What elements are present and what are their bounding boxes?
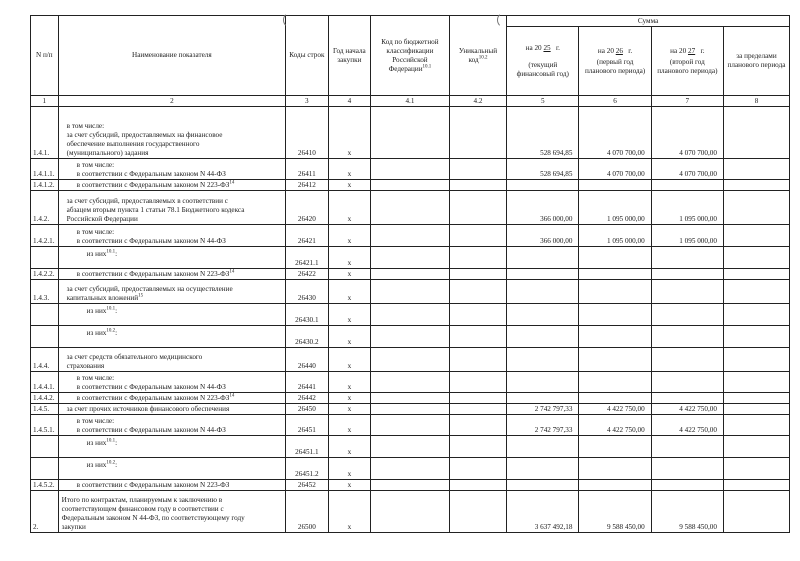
table-row — [31, 159, 790, 180]
row-kbk — [371, 458, 450, 480]
row-number: 1.4.4.2. — [31, 393, 59, 404]
row-uid — [449, 159, 506, 180]
row-sum-year1 — [507, 393, 579, 404]
row-kbk — [371, 107, 450, 159]
table-row — [31, 415, 790, 436]
row-code: 26422 — [286, 269, 329, 280]
header-codes: Коды строк — [286, 16, 329, 96]
row-name-line: Итого по контрактам, планируемым к заключению в — [61, 496, 223, 504]
row-kbk — [371, 372, 450, 393]
row-kbk — [371, 480, 450, 491]
row-sum-year2 — [579, 280, 651, 304]
row-name-line: в соответствии с Федеральным законом N 223-ФЗ — [76, 181, 230, 189]
row-name — [58, 372, 285, 393]
row-name — [58, 107, 285, 159]
row-sum-year2: 9 588 450,00 — [579, 491, 651, 533]
row-uid — [449, 372, 506, 393]
row-code: 26411 — [286, 159, 329, 180]
row-uid — [449, 180, 506, 191]
row-year-mark: x — [328, 107, 371, 159]
row-kbk — [371, 393, 450, 404]
row-name — [58, 225, 285, 247]
row-uid — [449, 393, 506, 404]
row-sum-beyond — [723, 304, 789, 326]
row-number: 2. — [31, 491, 59, 533]
row-code: 26450 — [286, 404, 329, 415]
table-row — [31, 280, 790, 304]
row-name: из них$^{10.1}$: — [58, 304, 285, 326]
row-sum-year2: 1 095 000,00 — [579, 191, 651, 225]
row-year-mark: x — [328, 491, 371, 533]
row-uid — [449, 404, 506, 415]
table-row — [31, 191, 790, 225]
row-code: 26420 — [286, 191, 329, 225]
header-year: Год начала закупки — [328, 16, 371, 96]
row-name-line: за счет средств обязательного медицинского — [66, 353, 203, 361]
row-kbk — [371, 304, 450, 326]
row-sum-year2 — [579, 393, 651, 404]
row-kbk — [371, 280, 450, 304]
row-year-mark: x — [328, 404, 371, 415]
row-name-line: в том числе: — [76, 228, 115, 236]
colnum-cell: 1 — [31, 96, 59, 107]
colnum-cell: 5 — [507, 96, 579, 107]
row-sum-year2 — [579, 247, 651, 269]
row-sum-beyond — [723, 269, 789, 280]
row-sum-year3 — [651, 436, 723, 458]
colnum-cell: 4.2 — [449, 96, 506, 107]
row-year-mark: x — [328, 458, 371, 480]
row-name-line: из них — [86, 307, 107, 315]
table-row — [31, 393, 790, 404]
table-row — [31, 458, 790, 480]
row-sum-year1: 366 000,00 — [507, 225, 579, 247]
row-sum-beyond — [723, 436, 789, 458]
row-kbk — [371, 436, 450, 458]
row-number: 1.4.1. — [31, 107, 59, 159]
table-row — [31, 304, 790, 326]
row-sum-year2 — [579, 436, 651, 458]
row-name-line: обеспечение выполнения государственного — [66, 140, 200, 148]
table-row — [31, 107, 790, 159]
row-year-mark: x — [328, 269, 371, 280]
row-sum-year3 — [651, 247, 723, 269]
row-sum-year1: 2 742 797,33 — [507, 404, 579, 415]
row-name-line: в том числе: — [76, 417, 115, 425]
row-name-line: Российской Федерации — [66, 215, 138, 223]
row-code: 26421 — [286, 225, 329, 247]
row-name-line: в соответствии с Федеральным законом N 223-ФЗ — [76, 270, 230, 278]
plan-table — [30, 15, 790, 533]
row-name-line: в соответствии с Федеральным законом N 44-ФЗ — [76, 237, 226, 245]
row-name: в соответствии с Федеральным законом N 223-ФЗ$^{14}$ — [58, 180, 285, 191]
row-year-mark: x — [328, 225, 371, 247]
row-sum-year2: 4 070 700,00 — [579, 159, 651, 180]
row-number: 1.4.1.2. — [31, 180, 59, 191]
row-name-line: из них — [86, 461, 107, 469]
row-code: 26412 — [286, 180, 329, 191]
row-name-line: капитальных вложений — [66, 294, 139, 302]
row-sum-year1 — [507, 458, 579, 480]
row-code: 26440 — [286, 348, 329, 372]
row-uid — [449, 348, 506, 372]
row-sum-year3 — [651, 326, 723, 348]
row-name-line: в соответствии с Федеральным законом N 44-ФЗ — [76, 383, 226, 391]
row-name-line: в соответствии с Федеральным законом N 223-ФЗ — [76, 394, 230, 402]
row-sum-year3 — [651, 348, 723, 372]
row-number: 1.4.2. — [31, 191, 59, 225]
row-kbk — [371, 415, 450, 436]
table-row — [31, 491, 790, 533]
row-number — [31, 247, 59, 269]
row-name-line: в том числе: — [66, 122, 105, 130]
row-code: 26500 — [286, 491, 329, 533]
row-name-line: в соответствии с Федеральным законом N 44-ФЗ — [76, 426, 226, 434]
row-code: 26421.1 — [286, 247, 329, 269]
row-sum-year3: 9 588 450,00 — [651, 491, 723, 533]
row-sum-year3: 4 070 700,00 — [651, 107, 723, 159]
row-name: за счет субсидий, предоставляемых на осуществление капитальных вложений$^{15}$ — [58, 280, 285, 304]
row-sum-year2: 4 422 750,00 — [579, 415, 651, 436]
row-number — [31, 458, 59, 480]
row-kbk — [371, 269, 450, 280]
row-sum-year2 — [579, 480, 651, 491]
row-code: 26430 — [286, 280, 329, 304]
row-sum-beyond — [723, 491, 789, 533]
row-sum-year1 — [507, 326, 579, 348]
row-uid — [449, 191, 506, 225]
row-sum-beyond — [723, 180, 789, 191]
row-sum-year2: 1 095 000,00 — [579, 225, 651, 247]
row-sum-year3: 1 095 000,00 — [651, 225, 723, 247]
row-sum-year2: 4 422 750,00 — [579, 404, 651, 415]
row-sum-beyond — [723, 191, 789, 225]
row-code: 26451.1 — [286, 436, 329, 458]
row-sum-year1 — [507, 280, 579, 304]
row-year-mark: x — [328, 180, 371, 191]
header-year3: на 20 27 г. (второй год планового периода) — [651, 27, 723, 96]
row-name-line: Федеральным законом N 44-ФЗ, по соответствующему году — [61, 514, 245, 522]
row-sum-year1 — [507, 269, 579, 280]
row-name — [58, 348, 285, 372]
row-year-mark: x — [328, 247, 371, 269]
row-sum-beyond — [723, 107, 789, 159]
row-sum-beyond — [723, 458, 789, 480]
row-name: из них$^{10.1}$: — [58, 247, 285, 269]
row-uid — [449, 415, 506, 436]
row-sum-year2 — [579, 326, 651, 348]
row-kbk — [371, 225, 450, 247]
row-uid — [449, 107, 506, 159]
row-year-mark: x — [328, 393, 371, 404]
table-row — [31, 247, 790, 269]
row-uid — [449, 269, 506, 280]
row-uid — [449, 280, 506, 304]
row-kbk — [371, 247, 450, 269]
table-row — [31, 269, 790, 280]
row-name — [58, 191, 285, 225]
row-uid — [449, 480, 506, 491]
row-kbk — [371, 491, 450, 533]
row-kbk — [371, 348, 450, 372]
row-name-line: за счет прочих источников финансового обеспечения — [66, 405, 230, 413]
colnum-cell: 2 — [58, 96, 285, 107]
row-code: 26410 — [286, 107, 329, 159]
row-number: 1.4.4. — [31, 348, 59, 372]
header-year2: на 20 26 г. (первый год планового периода) — [579, 27, 651, 96]
row-name — [58, 480, 285, 491]
column-numbers-row — [31, 96, 790, 107]
row-uid — [449, 436, 506, 458]
row-number: 1.4.4.1. — [31, 372, 59, 393]
row-number — [31, 304, 59, 326]
row-name: в соответствии с Федеральным законом N 223-ФЗ$^{14}$ — [58, 393, 285, 404]
row-name-line: в соответствии с Федеральным законом N 44-ФЗ — [76, 170, 226, 178]
colnum-cell: 4 — [328, 96, 371, 107]
row-number: 1.4.5.1. — [31, 415, 59, 436]
row-uid — [449, 247, 506, 269]
row-name-line: из них — [86, 439, 107, 447]
row-uid — [449, 326, 506, 348]
colnum-cell: 6 — [579, 96, 651, 107]
row-name — [58, 415, 285, 436]
row-sum-year3: 4 422 750,00 — [651, 415, 723, 436]
row-sum-year3 — [651, 458, 723, 480]
row-sum-beyond — [723, 247, 789, 269]
row-sum-beyond — [723, 415, 789, 436]
row-name-line: в том числе: — [76, 161, 115, 169]
row-sum-beyond — [723, 348, 789, 372]
row-sum-beyond — [723, 280, 789, 304]
row-code: 26451.2 — [286, 458, 329, 480]
row-kbk — [371, 404, 450, 415]
scan-mark — [283, 12, 299, 28]
row-year-mark: x — [328, 480, 371, 491]
row-name: в соответствии с Федеральным законом N 223-ФЗ$^{14}$ — [58, 269, 285, 280]
row-year-mark: x — [328, 415, 371, 436]
colnum-cell: 4.1 — [371, 96, 450, 107]
table-row — [31, 436, 790, 458]
row-name-line: страхования — [66, 362, 105, 370]
row-name-line: абзацем вторым пункта 1 статьи 78.1 Бюджетного кодекса — [66, 206, 245, 214]
row-sum-year2 — [579, 269, 651, 280]
row-name-line: за счет субсидий, предоставляемых в соответствии с — [66, 197, 228, 205]
row-number: 1.4.5.2. — [31, 480, 59, 491]
row-kbk — [371, 191, 450, 225]
colnum-cell: 8 — [723, 96, 789, 107]
header-name: Наименование показателя — [58, 16, 285, 96]
row-sum-year1 — [507, 348, 579, 372]
row-sum-year3: 1 095 000,00 — [651, 191, 723, 225]
row-uid — [449, 491, 506, 533]
row-code: 26451 — [286, 415, 329, 436]
row-name-line: в соответствии с Федеральным законом N 223-ФЗ — [76, 481, 230, 489]
row-sum-year2 — [579, 458, 651, 480]
row-sum-beyond — [723, 225, 789, 247]
row-sum-beyond — [723, 480, 789, 491]
row-sum-beyond — [723, 159, 789, 180]
row-year-mark: x — [328, 191, 371, 225]
row-name — [58, 159, 285, 180]
row-number: 1.4.2.2. — [31, 269, 59, 280]
row-sum-year3 — [651, 269, 723, 280]
row-sum-year2 — [579, 348, 651, 372]
row-kbk — [371, 180, 450, 191]
row-sum-beyond — [723, 393, 789, 404]
row-year-mark: x — [328, 348, 371, 372]
row-sum-year1 — [507, 480, 579, 491]
row-uid — [449, 458, 506, 480]
row-sum-year3 — [651, 480, 723, 491]
row-sum-year3 — [651, 393, 723, 404]
row-sum-year3: 4 422 750,00 — [651, 404, 723, 415]
row-code: 26430.1 — [286, 304, 329, 326]
row-year-mark: x — [328, 159, 371, 180]
table-row — [31, 372, 790, 393]
table-row — [31, 404, 790, 415]
row-sum-year3 — [651, 280, 723, 304]
colnum-cell: 7 — [651, 96, 723, 107]
row-name-line: из них — [86, 329, 107, 337]
row-number — [31, 436, 59, 458]
row-year-mark: x — [328, 326, 371, 348]
row-sum-year3 — [651, 304, 723, 326]
row-code: 26441 — [286, 372, 329, 393]
table-row — [31, 480, 790, 491]
row-sum-year1 — [507, 304, 579, 326]
row-number — [31, 326, 59, 348]
row-sum-year1: 2 742 797,33 — [507, 415, 579, 436]
row-sum-beyond — [723, 372, 789, 393]
row-sum-beyond — [723, 326, 789, 348]
row-sum-year1 — [507, 372, 579, 393]
header-number: N п/п — [31, 16, 59, 96]
document-sheet — [30, 15, 790, 533]
row-name: из них$^{10.2}$: — [58, 458, 285, 480]
table-row — [31, 225, 790, 247]
row-name-line: за счет субсидий, предоставляемых на осуществление — [66, 285, 233, 293]
header-beyond: за пределами планового периода — [723, 27, 789, 96]
row-name: из них$^{10.1}$: — [58, 436, 285, 458]
row-number: 1.4.3. — [31, 280, 59, 304]
row-sum-year2 — [579, 180, 651, 191]
header-year1: на 20 25 г. (текущий финансовый год) — [507, 27, 579, 96]
row-sum-beyond — [723, 404, 789, 415]
header-kbk: Код по бюджетной классификации Российской Федерации$^{10.1}$ — [371, 16, 450, 96]
row-year-mark: x — [328, 372, 371, 393]
row-sum-year1: 3 637 492,18 — [507, 491, 579, 533]
row-sum-year1: 366 000,00 — [507, 191, 579, 225]
header-sum-group: Сумма — [507, 16, 790, 27]
row-name-line: в том числе: — [76, 374, 115, 382]
row-sum-year3: 4 070 700,00 — [651, 159, 723, 180]
row-code: 26430.2 — [286, 326, 329, 348]
row-sum-year2: 4 070 700,00 — [579, 107, 651, 159]
row-sum-year2 — [579, 372, 651, 393]
row-sum-year1: 528 694,85 — [507, 107, 579, 159]
row-kbk — [371, 326, 450, 348]
row-sum-year3 — [651, 372, 723, 393]
row-code: 26442 — [286, 393, 329, 404]
row-name: из них$^{10.2}$: — [58, 326, 285, 348]
row-name-line: за счет субсидий, предоставляемых на финансовое — [66, 131, 223, 139]
row-name-line: закупки — [61, 523, 86, 531]
row-sum-year1 — [507, 180, 579, 191]
row-name — [58, 491, 285, 533]
row-year-mark: x — [328, 436, 371, 458]
table-row — [31, 326, 790, 348]
scan-mark — [497, 12, 513, 28]
table-body — [31, 107, 790, 533]
header-uid: Уникальный код$^{10.2}$ — [449, 16, 506, 96]
row-number: 1.4.1.1. — [31, 159, 59, 180]
row-name-line: соответствующем финансовом году в соответствии с — [61, 505, 224, 513]
row-code: 26452 — [286, 480, 329, 491]
row-name-line: (муниципального) задания — [66, 149, 149, 157]
table-row — [31, 180, 790, 191]
row-year-mark: x — [328, 304, 371, 326]
row-number: 1.4.5. — [31, 404, 59, 415]
row-sum-year3 — [651, 180, 723, 191]
row-uid — [449, 304, 506, 326]
row-name — [58, 404, 285, 415]
row-sum-year1: 528 694,85 — [507, 159, 579, 180]
row-uid — [449, 225, 506, 247]
colnum-cell: 3 — [286, 96, 329, 107]
row-sum-year1 — [507, 436, 579, 458]
row-name-line: из них — [86, 250, 107, 258]
row-number: 1.4.2.1. — [31, 225, 59, 247]
row-kbk — [371, 159, 450, 180]
row-sum-year2 — [579, 304, 651, 326]
table-row — [31, 348, 790, 372]
row-sum-year1 — [507, 247, 579, 269]
row-year-mark: x — [328, 280, 371, 304]
